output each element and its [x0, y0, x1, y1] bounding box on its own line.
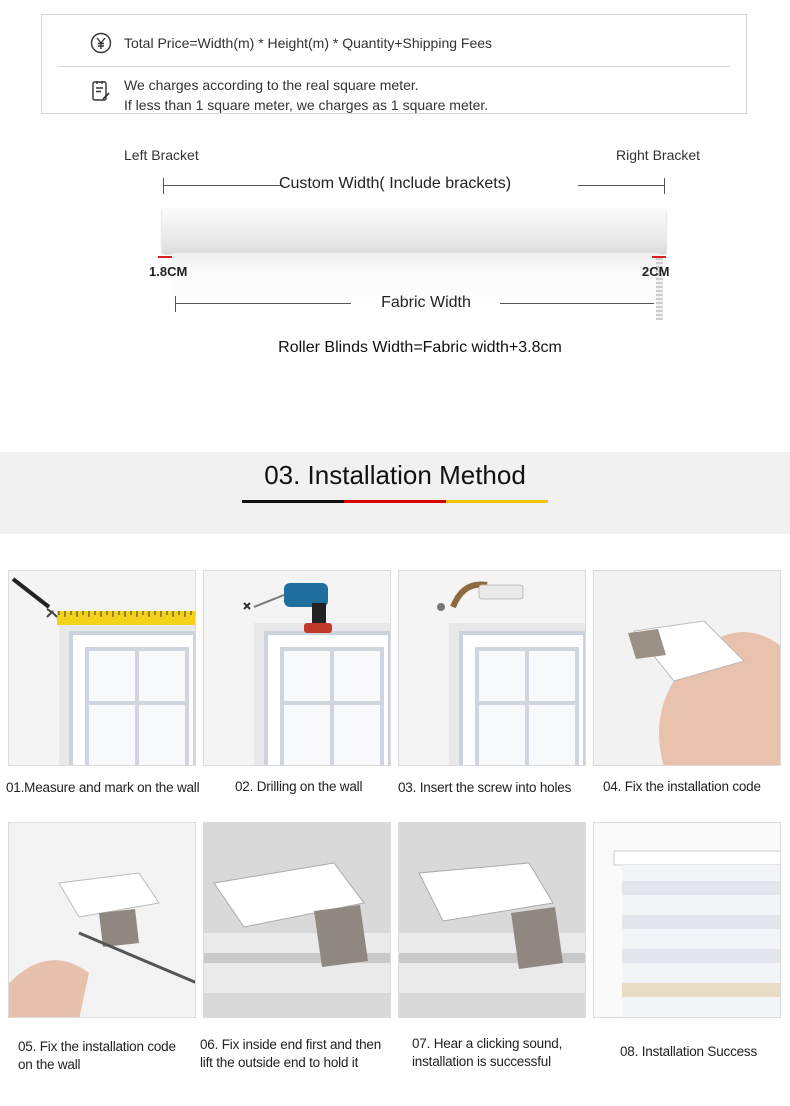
- section-title: 03. Installation Method: [264, 460, 526, 490]
- custom-width-line-right: [578, 185, 664, 186]
- left-offset-arrow: [158, 256, 172, 258]
- step-4-image: [593, 570, 781, 766]
- square-meter-note-row: [90, 75, 488, 115]
- step-6-caption-line-2: lift the outside end to hold it: [200, 1055, 359, 1070]
- price-box-divider: [58, 66, 730, 67]
- square-meter-note: [124, 75, 488, 115]
- underline-yellow: [446, 500, 548, 503]
- right-offset-label: 2CM: [642, 264, 670, 279]
- step-5-image: [8, 822, 196, 1018]
- left-offset-label: 1.8CM: [149, 264, 188, 279]
- step-8-image: [593, 822, 781, 1018]
- step-1-image: [8, 570, 196, 766]
- yen-circle-icon: [90, 32, 112, 54]
- step-2-image: [203, 570, 391, 766]
- step-7-caption-line-2: installation is successful: [412, 1054, 551, 1069]
- custom-width-label: Custom Width( Include brackets): [278, 175, 512, 192]
- note-line-2: If less than 1 square meter, we charges as 1 square meter.: [124, 97, 489, 113]
- step-6-image: [203, 822, 391, 1018]
- step-5-caption: [18, 1038, 176, 1074]
- note-line-1: We charges according to the real square meter.: [124, 77, 419, 93]
- step-3-caption: 03. Insert the screw into holes: [398, 780, 572, 795]
- step-7-image: [398, 822, 586, 1018]
- custom-width-right-tick: [664, 178, 665, 194]
- total-price-formula: Total Price=Width(m) * Height(m) * Quantity+Shipping Fees: [124, 35, 493, 51]
- step-5-caption-line-2: on the wall: [18, 1057, 81, 1072]
- step-8-caption: 08. Installation Success: [620, 1044, 758, 1059]
- step-7-caption-line-1: 07. Hear a clicking sound,: [412, 1036, 563, 1051]
- price-info-box: [41, 14, 747, 114]
- step-6-caption: [200, 1036, 381, 1072]
- step-4-caption: 04. Fix the installation code: [603, 779, 761, 794]
- right-bracket-label: Right Bracket: [616, 147, 701, 163]
- clipboard-pen-icon: [90, 79, 112, 101]
- step-7-caption: [412, 1035, 562, 1071]
- underline-red: [344, 500, 446, 503]
- section-title-underline: [242, 500, 548, 503]
- left-bracket-label: Left Bracket: [124, 147, 199, 163]
- underline-black: [242, 500, 344, 503]
- step-6-caption-line-1: 06. Fix inside end first and then: [200, 1037, 382, 1052]
- right-offset-arrow: [652, 256, 666, 258]
- step-3-image: [398, 570, 586, 766]
- step-2-caption: 02. Drilling on the wall: [235, 779, 363, 794]
- step-1-caption: 01.Measure and mark on the wall: [6, 780, 200, 795]
- step-5-caption-line-1: 05. Fix the installation code: [18, 1039, 176, 1054]
- fabric-width-label: Fabric Width: [381, 294, 471, 311]
- total-price-row: [90, 32, 492, 54]
- fabric-width-line-right: [500, 303, 654, 304]
- width-formula: Roller Blinds Width=Fabric width+3.8cm: [278, 339, 562, 356]
- roller-blind-cassette: [162, 209, 666, 253]
